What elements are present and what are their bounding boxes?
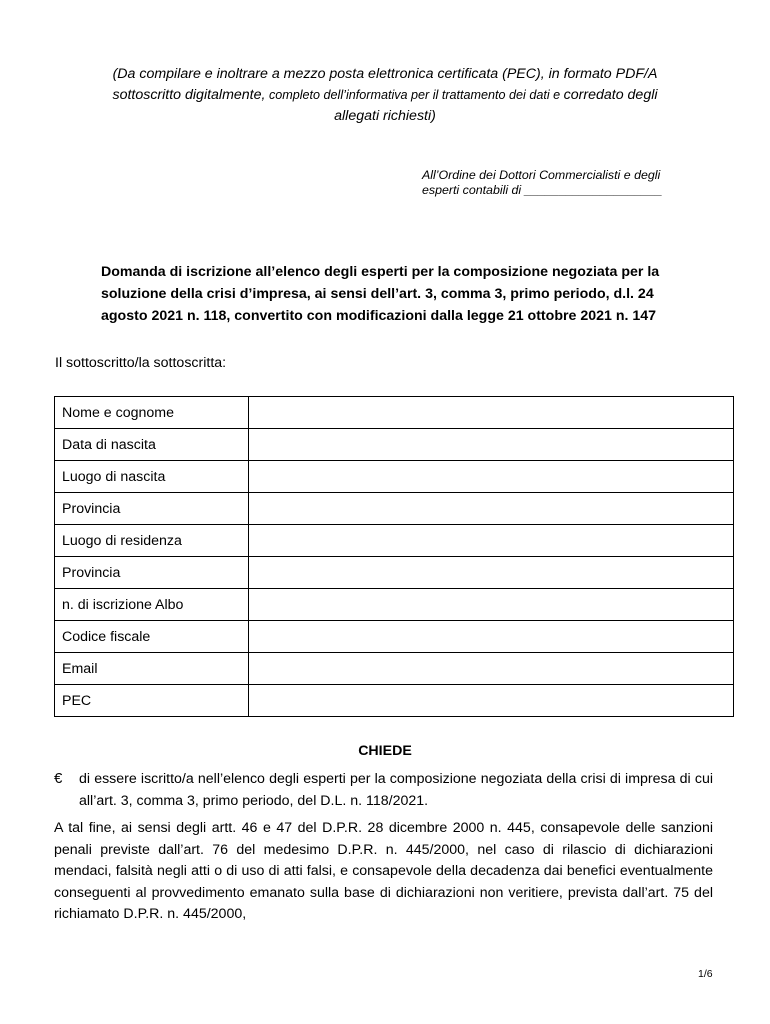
field-value-input[interactable] <box>249 461 734 493</box>
field-value-input[interactable] <box>249 525 734 557</box>
document-title <box>101 261 721 327</box>
table-row <box>55 685 734 717</box>
table-row <box>55 397 734 429</box>
field-label: Provincia <box>55 493 249 525</box>
instructions-line-2b: completo dell’informativa per il trattamento dei dati e <box>265 88 564 102</box>
field-label: Luogo di residenza <box>55 525 249 557</box>
instructions-note <box>60 64 710 127</box>
page-number: 1/6 <box>698 968 713 980</box>
instructions-line-2a: sottoscritto digitalmente, <box>112 87 266 103</box>
field-label: PEC <box>55 685 249 717</box>
applicant-data-table <box>54 396 734 717</box>
instructions-line-2c: corredato degli <box>563 87 658 103</box>
table-row <box>55 461 734 493</box>
field-value-input[interactable] <box>249 653 734 685</box>
field-value-input[interactable] <box>249 685 734 717</box>
recipient-line-2: esperti contabili di ____________________ <box>422 183 663 197</box>
instructions-line-3: allegati richiesti) <box>334 108 436 124</box>
title-line-3: agosto 2021 n. 118, convertito con modificazioni dalla legge 21 ottobre 2021 n. 147 <box>101 308 657 324</box>
table-row <box>55 493 734 525</box>
field-value-input[interactable] <box>249 621 734 653</box>
title-line-2: soluzione della crisi d’impresa, ai sensi dell’art. 3, comma 3, primo periodo, d.l. 24 <box>101 286 654 302</box>
declaration-paragraph: A tal fine, ai sensi degli artt. 46 e 47 del D.P.R. 28 dicembre 2000 n. 445, consapevole delle sanzioni penali previste dall’art. 76 del medesimo D.P.R. n. 445/2000, nel caso di rilascio di dichiarazioni mendaci, falsità negli atti o di uso di atti falsi, e consapevole della decadenza dai benefici eventualmente conseguenti al provvedimento emanato sulla base di dichiarazioni non veritiere, prevista dall’art. 75 del richiamato D.P.R. n. 445/2000, <box>54 820 713 922</box>
field-label: Provincia <box>55 557 249 589</box>
field-value-input[interactable] <box>249 493 734 525</box>
recipient-address <box>422 168 722 198</box>
field-value-input[interactable] <box>249 429 734 461</box>
field-value-input[interactable] <box>249 589 734 621</box>
table-row <box>55 621 734 653</box>
title-line-1: Domanda di iscrizione all’elenco degli esperti per la composizione negoziata per la <box>101 264 660 280</box>
checkbox-bullet-icon[interactable]: € <box>54 770 63 787</box>
table-row <box>55 557 734 589</box>
table-row <box>55 653 734 685</box>
request-item: di essere iscritto/a nell’elenco degli esperti per la composizione negoziata della crisi di impresa di cui all’art. 3, comma 3, primo periodo, del D.L. n. 118/2021. <box>79 771 713 809</box>
table-row <box>55 589 734 621</box>
field-label: n. di iscrizione Albo <box>55 589 249 621</box>
field-label: Codice fiscale <box>55 621 249 653</box>
field-value-input[interactable] <box>249 557 734 589</box>
field-label: Email <box>55 653 249 685</box>
table-row <box>55 429 734 461</box>
chiede-heading: CHIEDE <box>358 743 412 759</box>
table-row <box>55 525 734 557</box>
instructions-line-1: (Da compilare e inoltrare a mezzo posta elettronica certificata (PEC), in formato PDF/A <box>112 66 658 82</box>
field-label: Luogo di nascita <box>55 461 249 493</box>
recipient-line-1: All’Ordine dei Dottori Commercialisti e degli <box>422 168 661 182</box>
instructions-line-2 <box>60 85 710 106</box>
field-label: Nome e cognome <box>55 397 249 429</box>
field-label: Data di nascita <box>55 429 249 461</box>
field-value-input[interactable] <box>249 397 734 429</box>
subject-label: Il sottoscritto/la sottoscritta: <box>55 355 227 371</box>
